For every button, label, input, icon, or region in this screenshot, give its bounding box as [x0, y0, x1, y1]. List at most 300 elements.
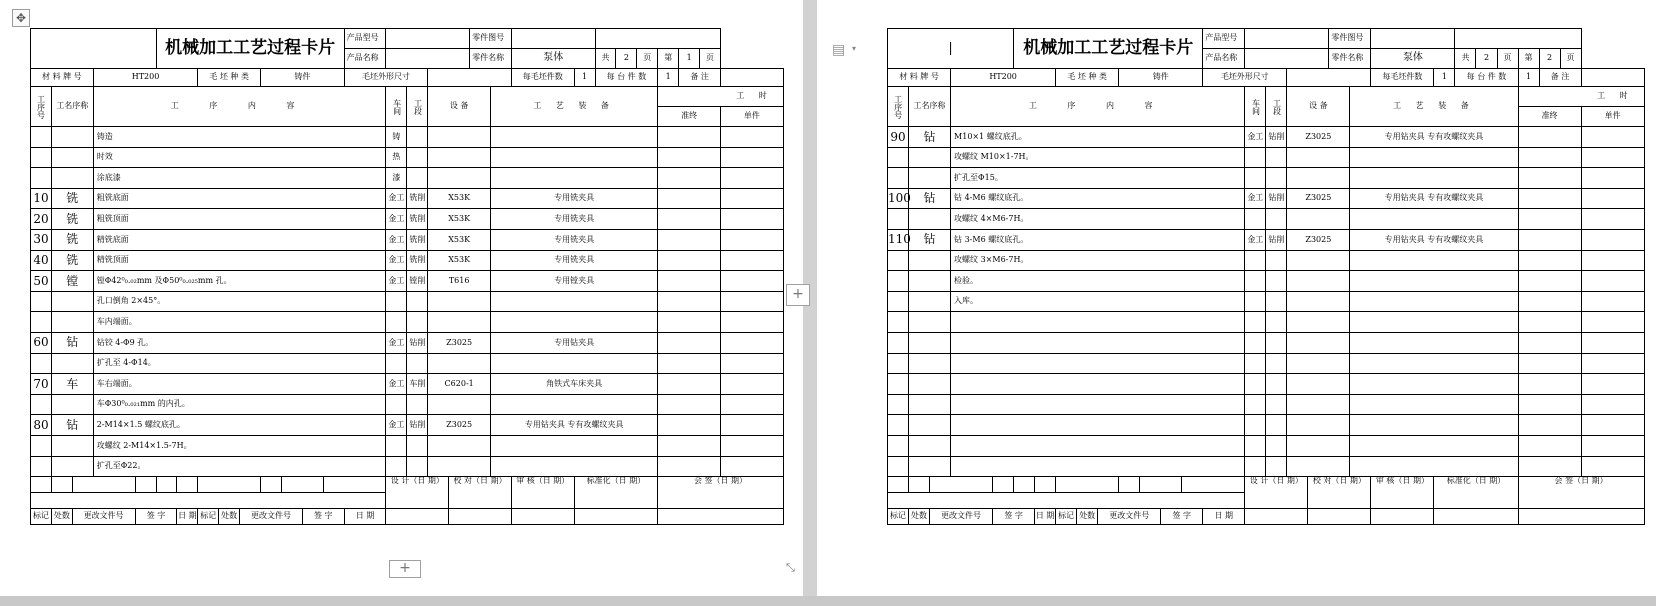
op-unit-time — [721, 291, 784, 312]
op-equipment — [1287, 332, 1350, 353]
op-number: 10 — [31, 188, 52, 209]
op-unit-time — [721, 353, 784, 374]
op-unit-time — [721, 332, 784, 353]
sign-blank — [1308, 509, 1371, 525]
op-shop — [386, 435, 407, 456]
op-content[interactable]: 镗Φ42⁰₀.₀₂mm 及Φ50⁰₀.₀₂₅mm 孔。 — [93, 271, 386, 292]
op-section — [1266, 147, 1287, 168]
revision-blank — [1140, 477, 1182, 493]
per-machine-value: 1 — [658, 69, 679, 87]
op-prep-final — [658, 127, 721, 148]
op-prep-final — [658, 209, 721, 230]
blank-type-label: 毛 坯 种 类 — [1056, 69, 1119, 87]
op-name: 铣 — [51, 209, 93, 230]
op-content[interactable]: 粗铣底面 — [93, 188, 386, 209]
op-shop — [386, 456, 407, 477]
op-content[interactable]: 攻螺纹 M10×1-7H。 — [951, 147, 1245, 168]
op-content[interactable]: 车Φ30⁰₀.₀₂₁mm 的内孔。 — [93, 394, 386, 415]
countersign-label: 会 签（日 期） — [658, 477, 784, 509]
op-number — [888, 332, 909, 353]
op-prep-final — [658, 415, 721, 436]
op-section: 铣削 — [407, 250, 428, 271]
place-label: 处数 — [219, 509, 240, 525]
op-equipment: Z3025 — [1287, 127, 1350, 148]
op-name — [909, 209, 951, 230]
op-content[interactable] — [951, 312, 1245, 333]
op-content[interactable]: 精铣底面 — [93, 229, 386, 250]
product-name-value[interactable] — [1245, 49, 1329, 69]
op-name: 钻 — [51, 415, 93, 436]
op-number — [31, 147, 52, 168]
op-shop — [1245, 332, 1266, 353]
op-content[interactable]: 钻 4-M6 螺纹底孔。 — [951, 188, 1245, 209]
design-label: 设 计（日 期） — [1245, 477, 1308, 509]
product-name-label: 产品名称 — [344, 49, 386, 69]
remark-label: 备 注 — [1539, 69, 1581, 87]
logo-cell — [31, 29, 157, 69]
op-content[interactable] — [951, 374, 1245, 395]
op-name — [909, 353, 951, 374]
op-number: 110 — [888, 229, 909, 250]
page-label: 第 — [1518, 49, 1539, 69]
op-prep-final — [658, 456, 721, 477]
op-name — [909, 312, 951, 333]
op-shop — [386, 312, 407, 333]
material-value: HT200 — [93, 69, 198, 87]
op-content[interactable]: 检验。 — [951, 271, 1245, 292]
table-row — [888, 332, 1645, 353]
op-name — [909, 415, 951, 436]
pieces-per-blank-label: 每毛坯件数 — [1371, 69, 1434, 87]
op-equipment: Z3025 — [428, 415, 491, 436]
change-doc-label: 更改文件号 — [1098, 509, 1161, 525]
date-label: 日 期 — [177, 509, 198, 525]
op-prep-final — [658, 229, 721, 250]
op-section — [407, 353, 428, 374]
op-name: 钻 — [909, 188, 951, 209]
op-prep-final — [658, 271, 721, 292]
op-prep-final — [658, 188, 721, 209]
op-unit-time — [721, 415, 784, 436]
op-unit-time — [1581, 456, 1644, 477]
op-prep-final — [1518, 250, 1581, 271]
op-content[interactable]: M10×1 螺纹底孔。 — [951, 127, 1245, 148]
op-number — [888, 271, 909, 292]
mark-label: 标记 — [1056, 509, 1077, 525]
blank-cell — [595, 29, 721, 49]
op-content[interactable]: 车内端面。 — [93, 312, 386, 333]
revision-blank — [31, 493, 386, 509]
op-name — [51, 127, 93, 148]
op-number — [888, 374, 909, 395]
op-tooling: 专用铣夹具 — [491, 229, 658, 250]
table-row — [888, 312, 1645, 333]
op-content[interactable]: 攻螺纹 4×M6-7H。 — [951, 209, 1245, 230]
op-content[interactable]: 涂底漆 — [93, 168, 386, 189]
op-number — [31, 312, 52, 333]
op-tooling — [491, 353, 658, 374]
op-tooling — [491, 456, 658, 477]
sign-blank — [511, 509, 574, 525]
op-number — [888, 291, 909, 312]
op-name — [51, 168, 93, 189]
standard-label: 标准化（日 期） — [1434, 477, 1518, 509]
op-content[interactable] — [951, 332, 1245, 353]
revision-blank — [1035, 477, 1056, 493]
col-prep-final: 准终 — [1518, 107, 1581, 127]
table-row — [888, 209, 1645, 230]
revision-blank — [51, 477, 72, 493]
op-equipment: C620-1 — [428, 374, 491, 395]
op-prep-final — [658, 168, 721, 189]
change-doc-label: 更改文件号 — [72, 509, 135, 525]
revision-blank — [888, 493, 1245, 509]
op-shop — [386, 394, 407, 415]
col-equipment: 设 备 — [1287, 87, 1350, 127]
col-op-name: 工名序称 — [909, 87, 951, 127]
op-section — [1266, 312, 1287, 333]
page-number: 1 — [679, 49, 700, 69]
add-column-button[interactable]: + — [786, 284, 810, 306]
op-content[interactable]: 车右端面。 — [93, 374, 386, 395]
op-tooling — [1350, 271, 1518, 292]
op-tooling — [1350, 312, 1518, 333]
op-prep-final — [1518, 229, 1581, 250]
product-name-label: 产品名称 — [1203, 49, 1245, 69]
table-row — [888, 415, 1645, 436]
pieces-per-blank-value: 1 — [1434, 69, 1455, 87]
op-prep-final — [658, 147, 721, 168]
op-shop — [1245, 394, 1266, 415]
op-name: 铣 — [51, 229, 93, 250]
op-section: 镗削 — [407, 271, 428, 292]
per-machine-label: 每 台 件 数 — [1455, 69, 1518, 87]
op-tooling: 专用钻夹具 专有攻螺纹夹具 — [1350, 188, 1518, 209]
op-number — [31, 435, 52, 456]
sign-label: 签 字 — [993, 509, 1035, 525]
op-name — [909, 332, 951, 353]
text-cursor: | — [888, 29, 1014, 69]
per-machine-value: 1 — [1518, 69, 1539, 87]
op-number — [31, 353, 52, 374]
op-prep-final — [1518, 188, 1581, 209]
op-content[interactable]: 钻铰 4-Φ9 孔。 — [93, 332, 386, 353]
op-name: 钻 — [51, 332, 93, 353]
table-move-handle-icon[interactable]: ✥ — [12, 9, 30, 27]
remark-value — [1581, 69, 1644, 87]
table-row — [888, 291, 1645, 312]
op-tooling: 专用钻夹具 专有攻螺纹夹具 — [1350, 229, 1518, 250]
op-prep-final — [1518, 435, 1581, 456]
op-shop — [1245, 250, 1266, 271]
op-unit-time — [1581, 291, 1644, 312]
op-shop — [1245, 374, 1266, 395]
op-section: 车削 — [407, 374, 428, 395]
product-name-value[interactable] — [386, 49, 470, 69]
op-tooling — [491, 127, 658, 148]
place-label: 处数 — [1077, 509, 1098, 525]
op-prep-final — [658, 374, 721, 395]
op-name — [909, 271, 951, 292]
chevron-down-icon[interactable]: ▾ — [852, 44, 857, 53]
change-doc-label: 更改文件号 — [240, 509, 303, 525]
op-content[interactable] — [951, 353, 1245, 374]
op-tooling: 专用铣夹具 — [491, 250, 658, 271]
sign-blank — [386, 509, 449, 525]
op-section: 铣削 — [407, 188, 428, 209]
card-title: 机械加工工艺过程卡片 — [156, 29, 344, 69]
total-label: 共 — [595, 49, 616, 69]
op-prep-final — [658, 332, 721, 353]
standard-label: 标准化（日 期） — [574, 477, 658, 509]
op-section — [407, 394, 428, 415]
remark-label: 备 注 — [679, 69, 721, 87]
op-tooling — [1350, 456, 1518, 477]
op-unit-time — [1581, 394, 1644, 415]
op-content[interactable]: 2-M14×1.5 螺纹底孔。 — [93, 415, 386, 436]
op-content[interactable]: 孔口倒角 2×45°。 — [93, 291, 386, 312]
col-shop: 车间 — [1245, 87, 1266, 127]
op-shop — [1245, 456, 1266, 477]
op-equipment — [428, 456, 491, 477]
table-row — [888, 456, 1645, 477]
op-content[interactable]: 粗铣顶面 — [93, 209, 386, 230]
op-equipment: X53K — [428, 250, 491, 271]
product-model-value[interactable] — [386, 29, 470, 49]
op-shop — [1245, 353, 1266, 374]
op-number — [31, 456, 52, 477]
date-label: 日 期 — [1203, 509, 1245, 525]
op-equipment: T616 — [428, 271, 491, 292]
op-number — [888, 435, 909, 456]
page-unit: 页 — [1560, 49, 1581, 69]
op-prep-final — [658, 394, 721, 415]
revision-blank — [281, 477, 323, 493]
op-name — [909, 394, 951, 415]
col-section: 工段 — [1266, 87, 1287, 127]
op-content[interactable]: 攻螺纹 3×M6-7H。 — [951, 250, 1245, 271]
table-row — [888, 353, 1645, 374]
op-tooling: 专用钻夹具 专有攻螺纹夹具 — [491, 415, 658, 436]
op-unit-time — [721, 312, 784, 333]
table-row — [31, 291, 784, 312]
op-tooling — [1350, 209, 1518, 230]
op-prep-final — [1518, 394, 1581, 415]
op-equipment — [1287, 168, 1350, 189]
op-content[interactable]: 入库。 — [951, 291, 1245, 312]
table-resize-icon[interactable]: ⤡ — [786, 561, 795, 574]
revision-blank — [1119, 477, 1140, 493]
op-number — [888, 353, 909, 374]
remark-value — [721, 69, 784, 87]
total-pages: 2 — [616, 49, 637, 69]
process-card-table — [887, 28, 1645, 525]
op-number: 100 — [888, 188, 909, 209]
op-content[interactable]: 扩孔至Φ15。 — [951, 168, 1245, 189]
op-equipment — [1287, 271, 1350, 292]
op-shop — [1245, 415, 1266, 436]
blank-type-label: 毛 坯 种 类 — [198, 69, 261, 87]
op-unit-time — [1581, 353, 1644, 374]
page-unit: 页 — [637, 49, 658, 69]
op-equipment — [1287, 394, 1350, 415]
op-unit-time — [1581, 147, 1644, 168]
op-shop: 热 — [386, 147, 407, 168]
add-row-button[interactable]: + — [389, 560, 421, 578]
op-content[interactable]: 时效 — [93, 147, 386, 168]
part-name-label: 零件名称 — [1329, 49, 1371, 69]
revision-blank — [1056, 477, 1119, 493]
op-tooling — [491, 147, 658, 168]
page-unit: 页 — [1497, 49, 1518, 69]
op-section — [407, 291, 428, 312]
op-name: 车 — [51, 374, 93, 395]
col-content: 工 序 内 容 — [93, 87, 386, 127]
op-tooling — [491, 168, 658, 189]
table-row — [31, 127, 784, 148]
part-no-value[interactable] — [1371, 29, 1455, 49]
op-tooling: 专用铣夹具 — [491, 188, 658, 209]
part-no-label: 零件图号 — [470, 29, 512, 49]
op-tooling — [1350, 415, 1518, 436]
op-tooling — [1350, 291, 1518, 312]
op-name: 铣 — [51, 188, 93, 209]
place-label: 处数 — [51, 509, 72, 525]
revision-blank — [993, 477, 1014, 493]
op-number: 70 — [31, 374, 52, 395]
op-equipment — [1287, 147, 1350, 168]
op-section — [407, 435, 428, 456]
op-name: 钻 — [909, 127, 951, 148]
table-row — [31, 188, 784, 209]
change-doc-label: 更改文件号 — [930, 509, 993, 525]
op-number — [888, 415, 909, 436]
op-prep-final — [1518, 168, 1581, 189]
op-name: 镗 — [51, 271, 93, 292]
op-number — [888, 250, 909, 271]
op-unit-time — [1581, 250, 1644, 271]
revision-blank — [1014, 477, 1035, 493]
table-row — [31, 147, 784, 168]
op-tooling — [1350, 435, 1518, 456]
op-shop — [1245, 147, 1266, 168]
col-unit-time: 单件 — [721, 107, 784, 127]
op-shop: 金工 — [386, 332, 407, 353]
op-content[interactable]: 攻螺纹 2-M14×1.5-7H。 — [93, 435, 386, 456]
op-tooling — [1350, 353, 1518, 374]
op-prep-final — [1518, 456, 1581, 477]
op-equipment — [428, 127, 491, 148]
table-row — [888, 250, 1645, 271]
op-prep-final — [658, 291, 721, 312]
op-content[interactable] — [951, 394, 1245, 415]
blank-type-value: 铸件 — [261, 69, 345, 87]
col-op-no: 工序号 — [31, 87, 52, 127]
page-unit: 页 — [700, 49, 721, 69]
op-name: 钻 — [909, 229, 951, 250]
table-row — [31, 374, 784, 395]
op-content[interactable] — [951, 435, 1245, 456]
op-content[interactable] — [951, 456, 1245, 477]
op-content[interactable]: 扩孔至 4-Φ14。 — [93, 353, 386, 374]
revision-blank — [156, 477, 177, 493]
part-no-value[interactable] — [511, 29, 595, 49]
table-row — [888, 168, 1645, 189]
op-number — [31, 127, 52, 148]
op-shop: 金工 — [386, 209, 407, 230]
op-equipment: Z3025 — [1287, 229, 1350, 250]
op-content[interactable]: 铸造 — [93, 127, 386, 148]
op-unit-time — [1581, 127, 1644, 148]
op-tooling — [1350, 168, 1518, 189]
op-prep-final — [1518, 271, 1581, 292]
op-name — [909, 147, 951, 168]
op-content[interactable]: 扩孔至Φ22。 — [93, 456, 386, 477]
op-shop: 金工 — [1245, 127, 1266, 148]
op-name — [51, 435, 93, 456]
page-number: 2 — [1539, 49, 1560, 69]
op-equipment — [1287, 374, 1350, 395]
op-shop: 金工 — [386, 250, 407, 271]
op-section — [1266, 271, 1287, 292]
op-content[interactable] — [951, 415, 1245, 436]
op-tooling: 专用钻夹具 专有攻螺纹夹具 — [1350, 127, 1518, 148]
op-shop: 金工 — [1245, 229, 1266, 250]
op-section — [1266, 456, 1287, 477]
blank-size-value — [428, 69, 512, 87]
op-unit-time — [1581, 312, 1644, 333]
op-prep-final — [658, 312, 721, 333]
op-number — [888, 168, 909, 189]
op-unit-time — [721, 435, 784, 456]
op-equipment — [1287, 209, 1350, 230]
op-section: 钻削 — [1266, 229, 1287, 250]
op-section: 钻削 — [407, 415, 428, 436]
op-tooling — [491, 394, 658, 415]
card-title: 机械加工工艺过程卡片 — [1014, 29, 1203, 69]
op-section — [1266, 209, 1287, 230]
op-number: 60 — [31, 332, 52, 353]
op-number: 90 — [888, 127, 909, 148]
op-content[interactable]: 精铣顶面 — [93, 250, 386, 271]
op-section — [1266, 250, 1287, 271]
op-shop: 金工 — [1245, 188, 1266, 209]
table-row — [888, 188, 1645, 209]
page-label: 第 — [658, 49, 679, 69]
col-unit-time: 单件 — [1581, 107, 1644, 127]
op-tooling: 角铁式车床夹具 — [491, 374, 658, 395]
sign-blank — [1434, 509, 1518, 525]
op-section: 铣削 — [407, 209, 428, 230]
op-unit-time — [1581, 168, 1644, 189]
revision-blank — [909, 477, 930, 493]
doc-layout-icon[interactable]: ▤ — [832, 42, 846, 58]
op-equipment — [428, 353, 491, 374]
table-row — [888, 271, 1645, 292]
op-content[interactable]: 钻 3-M6 螺纹底孔。 — [951, 229, 1245, 250]
date-label: 日 期 — [344, 509, 386, 525]
product-model-value[interactable] — [1245, 29, 1329, 49]
revision-blank — [261, 477, 282, 493]
op-name — [51, 312, 93, 333]
op-unit-time — [1581, 188, 1644, 209]
mark-label: 标记 — [31, 509, 52, 525]
op-unit-time — [1581, 209, 1644, 230]
blank-size-label: 毛坯外形尺寸 — [344, 69, 428, 87]
op-name — [51, 394, 93, 415]
op-tooling — [491, 312, 658, 333]
table-row — [31, 353, 784, 374]
